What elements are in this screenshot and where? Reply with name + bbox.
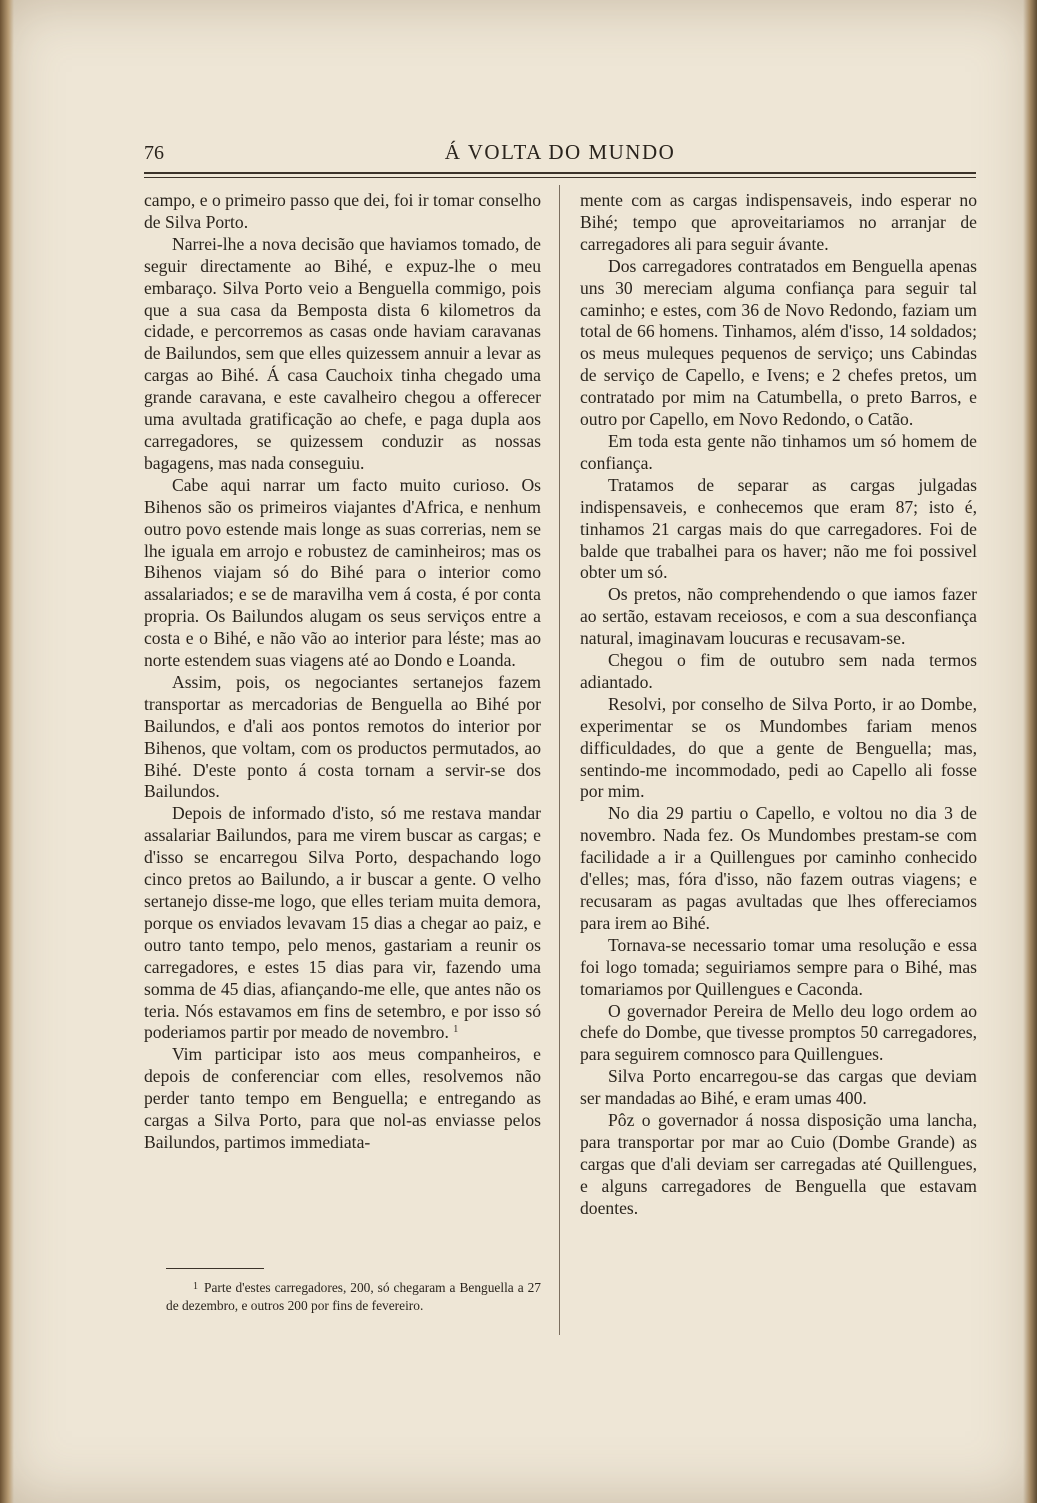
paragraph: Dos carregadores contratados em Benguella apenas uns 30 mereciam alguma confiança para seguir tal caminho; e estes, com 36 de Novo Redondo, faziam um total de 66 homens. Tinhamos, além d'isso, 14 soldados; os meus muleques pequenos de serviço; uns Cabindas de serviço de Capello, e Ivens; e 2 chefes pretos, um contratado por mim na Catumbella, o preto Barros, e outro por Capello, em Novo Redondo, o Catão. <box>580 255 977 430</box>
paragraph: Assim, pois, os negociantes sertanejos fazem transportar as mercadorias de Benguella ao Bihé por Bailundos, e d'ali aos pontos remotos do interior por Bihenos, que voltam, com os productos permutados, ao Bihé. D'este ponto á costa tornam a servir-se dos Bailundos. <box>144 671 541 802</box>
paragraph: Narrei-lhe a nova decisão que haviamos tomado, de seguir directamente ao Bihé, e expuz-lhe o meu embaraço. Silva Porto veio a Benguella commigo, pois que a sua casa da Bemposta dista 6 kilometros da cidade, e percorremos as casas onde haviam caravanas de Bailundos, sem que elles quizessem annuir a levar as cargas ao Bihé. Á casa Cauchoix tinha chegado uma grande caravana, e este cavalheiro chegou a offerecer uma avultada gratificação ao chefe, e paga dupla aos carregadores, se quizessem conduzir as nossas bagagens, mas nada conseguiu. <box>144 233 541 473</box>
column-divider <box>559 185 560 1335</box>
paragraph: Silva Porto encarregou-se das cargas que deviam ser mandadas ao Bihé, e eram umas 400. <box>580 1066 977 1109</box>
footnote-text: Parte d'estes carregadores, 200, só chegaram a Benguella a 27 de dezembro, e outros 200 por fins de fevereiro. <box>166 1280 541 1314</box>
paragraph: Cabe aqui narrar um facto muito curioso. Os Bihenos são os primeiros viajantes d'Africa, e nenhum outro povo estende mais longe as suas correrias, nem se lhe iguala em arrojo e robustez de caminheiros; mas os Bihenos viajam só do Bihé para o interior como assalariados; e se de maravilha vem á costa, é por conta propria. Os Bailundos alugam os seus serviços entre a costa e o Bihé, e não vão ao interior para léste; mas ao norte estendem suas viagens até ao Dondo e Loanda. <box>144 474 541 671</box>
paragraph: Resolvi, por conselho de Silva Porto, ir ao Dombe, experimentar se os Mundombes fariam menos difficuldades, do que a gente de Benguella; mas, sentindo-me incommodado, pedi ao Capello ali fosse por mim. <box>580 693 977 802</box>
running-title: Á VOLTA DO MUNDO <box>444 140 676 164</box>
paragraph-text: Depois de informado d'isto, só me restava mandar assalariar Bailundos, para me virem buscar as cargas; e d'isso se encarregou Silva Porto, despachando logo cinco pretos ao Bailundo, a ir buscar a gente. O velho sertanejo disse-me logo, que elles teriam muita demora, porque os enviados levavam 15 dias a chegar ao paiz, e outro tanto tempo, pelo menos, gastariam a reunir os carregadores, e estes 15 dias para vir, fazendo uma somma de 45 dias, afiançando-me elle, que antes não os teria. Nós estavamos em fins de setembro, e por isso só poderiamos partir por meado de novembro. <box>144 803 541 1043</box>
paragraph: Tornava-se necessario tomar uma resolução e essa foi logo tomada; seguiriamos sempre para o Bihé, mas tomariamos por Quillengues e Caconda. <box>580 934 977 999</box>
right-column <box>580 190 977 1220</box>
paragraph: campo, e o primeiro passo que dei, foi ir tomar conselho de Silva Porto. <box>144 190 541 232</box>
footnote-reference: 1 <box>453 1024 459 1036</box>
paragraph: O governador Pereira de Mello deu logo ordem ao chefe do Dombe, que tivesse promptos 50 carregadores, para seguirem comnosco para Quillengues. <box>580 1000 977 1065</box>
paragraph: Os pretos, não comprehendendo o que iamos fazer ao sertão, estavam receiosos, e com a sua desconfiança natural, imaginavam loucuras e recusavam-se. <box>580 584 977 649</box>
header-rule-thick <box>144 172 976 174</box>
page-header <box>144 140 976 170</box>
paragraph-with-note <box>144 803 541 1044</box>
footnote-number: 1 <box>193 1281 198 1292</box>
paragraph: Chegou o fim de outubro sem nada termos adiantado. <box>580 650 977 692</box>
paragraph: Vim participar isto aos meus companheiros, e depois de conferenciar com elles, resolvemos não perder tanto tempo em Benguella; e entregando as cargas a Silva Porto, para que nol-as enviasse pelos Bailundos, partimos immediata- <box>144 1044 541 1152</box>
paragraph: Tratamos de separar as cargas julgadas indispensaveis, e conhecemos que eram 87; isto é, tinhamos 21 cargas mais do que carregadores. Foi de balde que trabalhei para os haver; não me foi possivel obter um só. <box>580 474 977 583</box>
paragraph: mente com as cargas indispensaveis, indo esperar no Bihé; tempo que aproveitariamos no arranjar de carregadores ali para seguir ávante. <box>580 190 977 254</box>
footnote <box>166 1278 541 1316</box>
header-rule-thin <box>144 177 976 178</box>
page-number: 76 <box>144 142 164 164</box>
left-column <box>144 190 541 1154</box>
paragraph: Em toda esta gente não tinhamos um só homem de confiança. <box>580 430 977 473</box>
paragraph: No dia 29 partiu o Capello, e voltou no dia 3 de novembro. Nada fez. Os Mundombes prestam-se com facilidade a ir a Quillengues por caminho conhecido d'elles; mas, fóra d'isso, não fazem outras viagens; e recusaram as pagas avultadas que lhes offereciamos para irem ao Bihé. <box>580 803 977 933</box>
footnote-rule <box>166 1268 264 1269</box>
paragraph: Pôz o governador á nossa disposição uma lancha, para transportar por mar ao Cuio (Dombe Grande) as cargas que d'ali deviam ser carregadas até Quillengues, e alguns carregadores de Benguella que estavam doentes. <box>580 1110 977 1218</box>
